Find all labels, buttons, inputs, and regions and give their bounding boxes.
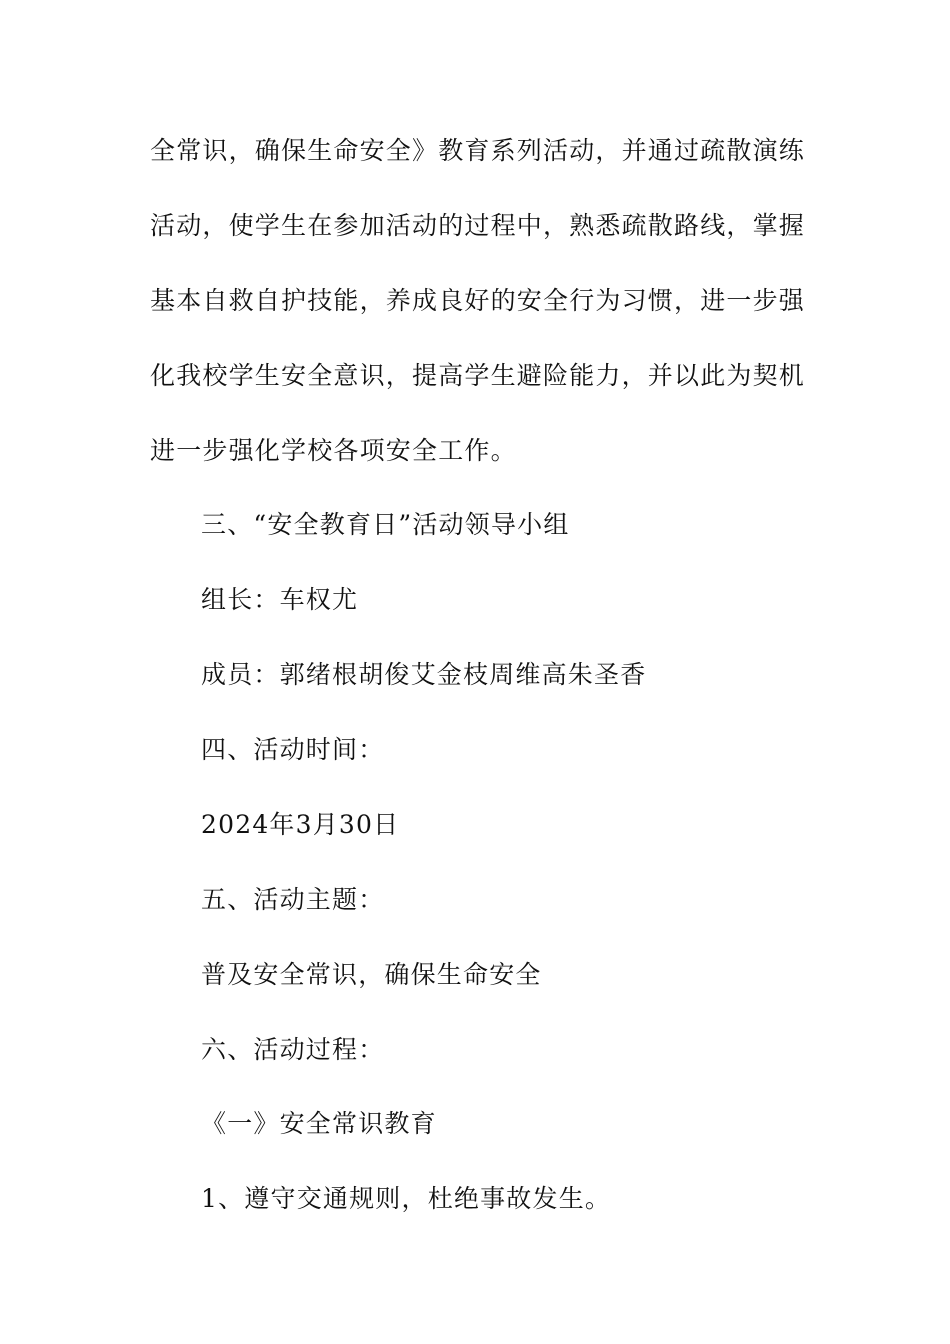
section-five-heading: 五、活动主题： [201, 885, 385, 914]
paragraph-line-2: 活动，使学生在参加活动的过程中，熟悉疏散路线，掌握 [150, 211, 806, 240]
section-six-heading: 六、活动过程： [201, 1035, 385, 1064]
section-three-heading: 三、“安全教育日”活动领导小组 [201, 510, 570, 539]
section-four-heading: 四、活动时间： [201, 735, 385, 764]
activity-theme: 普及安全常识，确保生命安全 [201, 960, 542, 989]
paragraph-line-3: 基本自救自护技能，养成良好的安全行为习惯，进一步强 [150, 286, 806, 315]
subsection-one-heading: 《一》安全常识教育 [201, 1109, 437, 1138]
activity-date: 2024年3月30日 [201, 810, 400, 839]
leader-line: 组长：车权尤 [201, 585, 359, 614]
paragraph-line-5: 进一步强化学校各项安全工作。 [150, 436, 517, 465]
item-one: 1、遵守交通规则，杜绝事故发生。 [201, 1184, 612, 1213]
members-line: 成员：郭绪根胡俊艾金枝周维高朱圣香 [201, 660, 647, 689]
paragraph-line-4: 化我校学生安全意识，提高学生避险能力，并以此为契机 [150, 361, 806, 390]
paragraph-line-1: 全常识，确保生命安全》教育系列活动，并通过疏散演练 [150, 136, 806, 165]
